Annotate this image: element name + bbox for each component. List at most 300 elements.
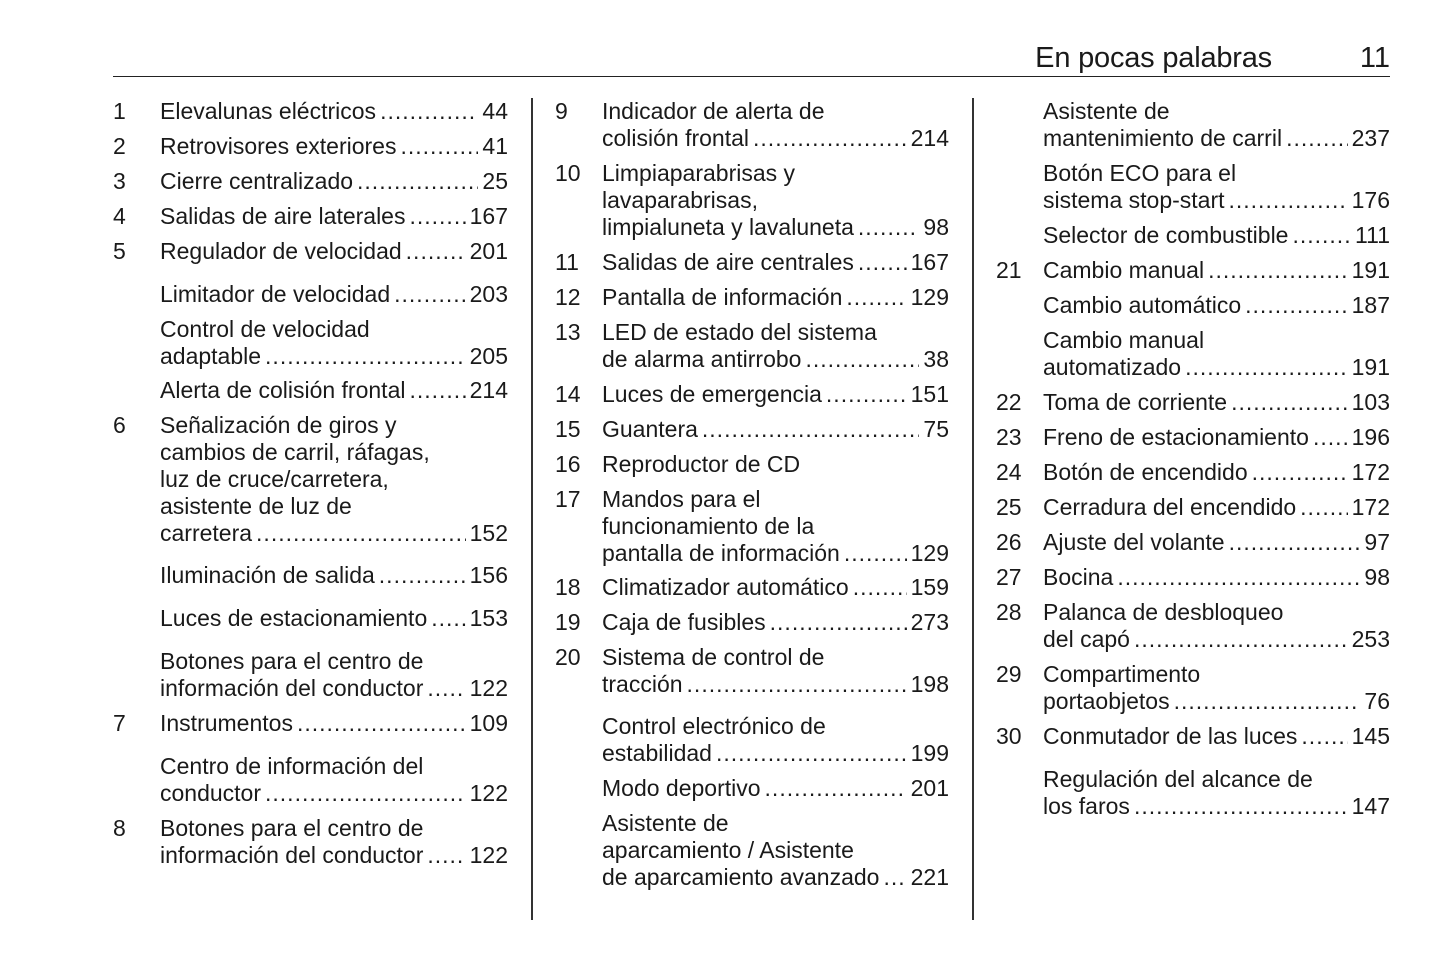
- page-header: [113, 38, 1390, 77]
- entry-final-line: [1043, 257, 1390, 284]
- leader-dots: [753, 125, 907, 152]
- entry-number: 5: [113, 238, 126, 264]
- page-reference[interactable]: 167: [469, 203, 508, 229]
- entry-text: [1043, 424, 1390, 451]
- entry-label: Ajuste del volante: [1043, 529, 1225, 555]
- entry-number: 15: [555, 416, 581, 442]
- entry-label: Pantalla de información: [602, 284, 843, 310]
- leader-dots: [1117, 564, 1360, 591]
- leader-dots: [1134, 793, 1348, 820]
- page-reference[interactable]: 38: [923, 346, 949, 372]
- page-reference[interactable]: 196: [1351, 424, 1390, 450]
- leader-dots: [256, 520, 466, 547]
- entry-line: luz de cruce/carretera,: [160, 466, 389, 492]
- entry-number: 28: [996, 599, 1022, 625]
- index-entry: [113, 316, 508, 370]
- entry-label: Cerradura del encendido: [1043, 494, 1297, 520]
- entry-label: Climatizador automático: [602, 574, 849, 600]
- page-reference[interactable]: 97: [1364, 529, 1390, 555]
- entry-label: carretera: [160, 520, 253, 546]
- page-reference[interactable]: 122: [469, 675, 508, 701]
- entry-final-line: [160, 520, 508, 547]
- entry-final-line: [602, 671, 949, 698]
- entry-label: sistema stop-start: [1043, 187, 1225, 213]
- page-reference[interactable]: 109: [469, 710, 508, 736]
- entry-text: [1043, 599, 1390, 653]
- entry-text: [602, 775, 949, 802]
- entry-label: Iluminación de salida: [160, 562, 375, 588]
- entry-number: 20: [555, 644, 581, 670]
- page-reference[interactable]: 111: [1355, 222, 1390, 248]
- index-entry: [996, 723, 1390, 750]
- entry-final-line: [160, 238, 508, 265]
- entry-number: 24: [996, 459, 1022, 485]
- leader-dots: [702, 416, 920, 443]
- entry-final-line: [160, 675, 508, 702]
- entry-line: Control de velocidad: [160, 316, 370, 342]
- entry-final-line: [160, 377, 508, 404]
- entry-number: 2: [113, 133, 126, 159]
- index-entry: [996, 766, 1390, 820]
- leader-dots: [1300, 494, 1347, 521]
- entry-label: automatizado: [1043, 354, 1182, 380]
- entry-label: adaptable: [160, 343, 262, 369]
- page-reference[interactable]: 167: [910, 249, 949, 275]
- entry-text: [160, 168, 508, 195]
- entry-text: [160, 412, 508, 547]
- entry-final-line: [1043, 187, 1390, 214]
- entry-line: LED de estado del sistema: [602, 319, 877, 345]
- entry-line: Sistema de control de: [602, 644, 825, 670]
- entry-line: Señalización de giros y: [160, 412, 397, 438]
- entry-final-line: [160, 133, 508, 160]
- index-entry: [113, 753, 508, 807]
- entry-label: Toma de corriente: [1043, 389, 1228, 415]
- leader-dots: [379, 562, 466, 589]
- entry-line: Cambio manual: [1043, 327, 1205, 353]
- entry-final-line: [160, 203, 508, 230]
- index-entry: [113, 238, 508, 265]
- page-reference[interactable]: 172: [1351, 459, 1390, 485]
- entry-label: conductor: [160, 780, 262, 806]
- entry-text: [602, 416, 949, 443]
- page-reference[interactable]: 221: [910, 864, 949, 890]
- entry-number: 18: [555, 574, 581, 600]
- entry-number: 11: [555, 249, 579, 275]
- entry-final-line: [602, 540, 949, 567]
- entry-text: [602, 319, 949, 373]
- entry-label: los faros: [1043, 793, 1130, 819]
- entry-text: [1043, 327, 1390, 381]
- leader-dots: [770, 609, 907, 636]
- leader-dots: [1301, 723, 1347, 750]
- entry-text: [602, 644, 949, 698]
- index-entry: [996, 160, 1390, 214]
- page-reference[interactable]: 122: [469, 842, 508, 868]
- entry-final-line: [160, 343, 508, 370]
- entry-label: Salidas de aire centrales: [602, 249, 854, 275]
- index-entry: [555, 98, 949, 152]
- entry-label: Limitador de velocidad: [160, 281, 391, 307]
- entry-label: Bocina: [1043, 564, 1114, 590]
- leader-dots: [1231, 389, 1348, 416]
- leader-dots: [858, 214, 920, 241]
- leader-dots: [1185, 354, 1348, 381]
- entry-label: Cambio manual: [1043, 257, 1205, 283]
- entry-label: Regulador de velocidad: [160, 238, 402, 264]
- index-entry: [555, 416, 949, 443]
- entry-final-line: [602, 864, 949, 891]
- entry-final-line: [160, 562, 508, 589]
- index-entry: [996, 459, 1390, 486]
- page-reference[interactable]: 172: [1351, 494, 1390, 520]
- page-reference[interactable]: 25: [482, 168, 508, 194]
- entry-line: funcionamiento de la: [602, 513, 815, 539]
- entry-number: 14: [555, 381, 581, 407]
- page-reference[interactable]: 41: [482, 133, 508, 159]
- entry-text: [602, 284, 949, 311]
- leader-dots: [1313, 424, 1348, 451]
- entry-text: [160, 753, 508, 807]
- index-entry: [113, 815, 508, 869]
- page-reference[interactable]: 214: [910, 125, 949, 151]
- entry-line: Asistente de: [1043, 98, 1170, 124]
- entry-text: [1043, 222, 1390, 249]
- entry-text: [602, 160, 949, 241]
- index-entry: [113, 168, 508, 195]
- entry-number: 7: [113, 710, 126, 736]
- entry-label: Selector de combustible: [1043, 222, 1289, 248]
- index-entry: [113, 133, 508, 160]
- index-entry: [996, 424, 1390, 451]
- index-entry: [996, 494, 1390, 521]
- entry-number: 19: [555, 609, 581, 635]
- index-entry: [996, 599, 1390, 653]
- entry-final-line: [1043, 494, 1390, 521]
- entry-label: limpialuneta y lavaluneta: [602, 214, 854, 240]
- entry-label: pantalla de información: [602, 540, 840, 566]
- entry-final-line: [1043, 125, 1390, 152]
- page-reference[interactable]: 76: [1364, 688, 1390, 714]
- entry-text: [1043, 98, 1390, 152]
- entry-number: 16: [555, 451, 581, 477]
- index-entry: [996, 564, 1390, 591]
- leader-dots: [826, 381, 907, 408]
- page-reference[interactable]: 151: [910, 381, 949, 407]
- page-reference[interactable]: 98: [1364, 564, 1390, 590]
- index-entry: [996, 389, 1390, 416]
- column-divider: [972, 98, 974, 920]
- entry-number: 26: [996, 529, 1022, 555]
- index-entry: [555, 644, 949, 698]
- index-entry: [996, 661, 1390, 715]
- entry-number: 23: [996, 424, 1022, 450]
- index-entry: [555, 486, 949, 567]
- entry-label: Cierre centralizado: [160, 168, 354, 194]
- leader-dots: [409, 377, 465, 404]
- entry-line: Asistente de: [602, 810, 729, 836]
- entry-label: información del conductor: [160, 842, 424, 868]
- page-title: En pocas palabras: [1035, 42, 1272, 74]
- leader-dots: [409, 203, 465, 230]
- leader-dots: [716, 740, 907, 767]
- entry-text: [602, 98, 949, 152]
- entry-text: [602, 249, 949, 276]
- page-reference[interactable]: 152: [469, 520, 508, 546]
- entry-line: aparcamiento / Asistente: [602, 837, 854, 863]
- page-reference[interactable]: 273: [910, 609, 949, 635]
- entry-final-line: [1043, 626, 1390, 653]
- entry-final-line: [602, 574, 949, 601]
- page-reference[interactable]: 253: [1351, 626, 1390, 652]
- entry-label: de aparcamiento avanzado: [602, 864, 880, 890]
- entry-text: [160, 377, 508, 404]
- page-reference[interactable]: 147: [1351, 793, 1390, 819]
- entry-final-line: [160, 98, 508, 125]
- entry-text: [160, 316, 508, 370]
- leader-dots: [765, 775, 907, 802]
- index-entry: [555, 713, 949, 767]
- entry-label: estabilidad: [602, 740, 712, 766]
- index-entry: [996, 98, 1390, 152]
- entry-number: 10: [555, 160, 581, 186]
- entry-label: Cambio automático: [1043, 292, 1242, 318]
- leader-dots: [1286, 125, 1348, 152]
- leader-dots: [357, 168, 478, 195]
- entry-number: 12: [555, 284, 581, 310]
- leader-dots: [265, 343, 466, 370]
- entry-number: 21: [996, 257, 1022, 283]
- entry-text: [1043, 292, 1390, 319]
- entry-number: 3: [113, 168, 126, 194]
- column-divider: [531, 98, 533, 920]
- entry-number: 17: [555, 486, 581, 512]
- entry-label: Reproductor de CD: [602, 451, 801, 477]
- entry-label: Instrumentos: [160, 710, 293, 736]
- entry-line: Centro de información del: [160, 753, 424, 779]
- entry-final-line: [160, 780, 508, 807]
- entry-text: [160, 562, 508, 589]
- page-number: 11: [1359, 42, 1390, 74]
- leader-dots: [858, 249, 907, 276]
- page-reference[interactable]: 103: [1351, 389, 1390, 415]
- entry-final-line: [1043, 292, 1390, 319]
- leader-dots: [844, 540, 907, 567]
- page-reference[interactable]: 145: [1351, 723, 1390, 749]
- leader-dots: [1208, 257, 1348, 284]
- page-reference[interactable]: 201: [910, 775, 949, 801]
- page-reference[interactable]: 98: [923, 214, 949, 240]
- leader-dots: [427, 842, 465, 869]
- entry-number: 22: [996, 389, 1022, 415]
- entry-line: Compartimento: [1043, 661, 1201, 687]
- entry-final-line: [602, 381, 949, 408]
- entry-final-line: [602, 775, 949, 802]
- page-reference[interactable]: 156: [469, 562, 508, 588]
- entry-text: [602, 451, 949, 478]
- entry-line: Limpiaparabrisas y: [602, 160, 796, 186]
- entry-label: Modo deportivo: [602, 775, 761, 801]
- entry-final-line: [1043, 723, 1390, 750]
- index-entry: [113, 648, 508, 702]
- index-entry: [555, 284, 949, 311]
- entry-text: [1043, 494, 1390, 521]
- page-reference[interactable]: 203: [469, 281, 508, 307]
- index-entry: [996, 327, 1390, 381]
- entry-text: [160, 648, 508, 702]
- entry-final-line: [1043, 529, 1390, 556]
- entry-text: [160, 815, 508, 869]
- leader-dots: [380, 98, 478, 125]
- entry-label: portaobjetos: [1043, 688, 1170, 714]
- page-reference[interactable]: 237: [1351, 125, 1390, 151]
- entry-number: 9: [555, 98, 568, 124]
- leader-dots: [846, 284, 906, 311]
- entry-text: [1043, 766, 1390, 820]
- index-entry: [996, 529, 1390, 556]
- entry-label: Freno de estacionamiento: [1043, 424, 1309, 450]
- entry-line: Botones para el centro de: [160, 648, 424, 674]
- leader-dots: [1174, 688, 1361, 715]
- entry-final-line: [1043, 459, 1390, 486]
- entry-label: Botón de encendido: [1043, 459, 1248, 485]
- index-entry: [113, 203, 508, 230]
- entry-text: [602, 810, 949, 891]
- page-reference[interactable]: 199: [910, 740, 949, 766]
- entry-final-line: [1043, 389, 1390, 416]
- entry-final-line: [1043, 564, 1390, 591]
- entry-label: Alerta de colisión frontal: [160, 377, 406, 403]
- leader-dots: [406, 238, 466, 265]
- entry-line: Indicador de alerta de: [602, 98, 825, 124]
- index-entry: [555, 609, 949, 636]
- index-entry: [555, 775, 949, 802]
- index-entry: [113, 710, 508, 737]
- entry-line: Regulación del alcance de: [1043, 766, 1313, 792]
- entry-label: del capó: [1043, 626, 1130, 652]
- entry-label: Guantera: [602, 416, 698, 442]
- index-entry: [113, 377, 508, 404]
- entry-final-line: [602, 451, 949, 478]
- entry-final-line: [160, 168, 508, 195]
- index-entry: [113, 562, 508, 589]
- page-reference[interactable]: 191: [1351, 354, 1390, 380]
- entry-line: Control electrónico de: [602, 713, 826, 739]
- entry-final-line: [160, 842, 508, 869]
- page-reference[interactable]: 198: [910, 671, 949, 697]
- entry-text: [602, 609, 949, 636]
- entry-final-line: [1043, 222, 1390, 249]
- entry-final-line: [160, 605, 508, 632]
- entry-final-line: [602, 609, 949, 636]
- leader-dots: [400, 133, 478, 160]
- page-reference[interactable]: 205: [469, 343, 508, 369]
- page-reference[interactable]: 159: [910, 574, 949, 600]
- index-entry: [113, 605, 508, 632]
- entry-text: [1043, 564, 1390, 591]
- entry-number: 25: [996, 494, 1022, 520]
- leader-dots: [1252, 459, 1348, 486]
- index-entry: [555, 319, 949, 373]
- entry-text: [602, 574, 949, 601]
- index-entry: [996, 257, 1390, 284]
- entry-number: 8: [113, 815, 126, 841]
- entry-label: de alarma antirrobo: [602, 346, 802, 372]
- entry-number: 13: [555, 319, 581, 345]
- entry-line: Palanca de desbloqueo: [1043, 599, 1284, 625]
- page-reference[interactable]: 129: [910, 284, 949, 310]
- page-reference[interactable]: 176: [1351, 187, 1390, 213]
- page-reference[interactable]: 201: [469, 238, 508, 264]
- entry-text: [1043, 723, 1390, 750]
- entry-line: Botón ECO para el: [1043, 160, 1237, 186]
- index-entry: [996, 222, 1390, 249]
- page-reference[interactable]: 191: [1351, 257, 1390, 283]
- entry-final-line: [602, 214, 949, 241]
- entry-text: [1043, 661, 1390, 715]
- entry-text: [602, 713, 949, 767]
- entry-final-line: [602, 346, 949, 373]
- index-entry: [555, 381, 949, 408]
- entry-final-line: [160, 710, 508, 737]
- entry-line: Botones para el centro de: [160, 815, 424, 841]
- leader-dots: [265, 780, 466, 807]
- entry-label: Elevalunas eléctricos: [160, 98, 377, 124]
- entry-label: Luces de estacionamiento: [160, 605, 428, 631]
- entry-text: [602, 381, 949, 408]
- entry-final-line: [1043, 688, 1390, 715]
- entry-label: Salidas de aire laterales: [160, 203, 406, 229]
- entry-final-line: [602, 740, 949, 767]
- index-entry: [113, 281, 508, 308]
- index-entry: [996, 292, 1390, 319]
- entry-number: 6: [113, 412, 126, 438]
- entry-text: [1043, 257, 1390, 284]
- index-entry: [555, 810, 949, 891]
- page-reference[interactable]: 129: [910, 540, 949, 566]
- entry-final-line: [1043, 424, 1390, 451]
- entry-text: [602, 486, 949, 567]
- page-reference[interactable]: 44: [482, 98, 508, 124]
- leader-dots: [297, 710, 466, 737]
- page-reference[interactable]: 187: [1351, 292, 1390, 318]
- entry-number: 27: [996, 564, 1022, 590]
- entry-text: [1043, 389, 1390, 416]
- page-reference[interactable]: 122: [469, 780, 508, 806]
- page-reference[interactable]: 153: [469, 605, 508, 631]
- entry-number: 4: [113, 203, 126, 229]
- entry-line: cambios de carril, ráfagas,: [160, 439, 430, 465]
- entry-line: asistente de luz de: [160, 493, 352, 519]
- entry-text: [160, 710, 508, 737]
- entry-text: [1043, 459, 1390, 486]
- entry-text: [160, 605, 508, 632]
- entry-final-line: [1043, 793, 1390, 820]
- entry-label: mantenimiento de carril: [1043, 125, 1283, 151]
- entry-text: [160, 281, 508, 308]
- index-entry: [555, 574, 949, 601]
- index-entry: [555, 451, 949, 478]
- entry-line: lavaparabrisas,: [602, 187, 758, 213]
- entry-label: Caja de fusibles: [602, 609, 766, 635]
- entry-text: [160, 203, 508, 230]
- page-reference[interactable]: 214: [469, 377, 508, 403]
- entry-label: tracción: [602, 671, 683, 697]
- leader-dots: [394, 281, 465, 308]
- page-reference[interactable]: 75: [923, 416, 949, 442]
- entry-text: [160, 133, 508, 160]
- entry-text: [1043, 529, 1390, 556]
